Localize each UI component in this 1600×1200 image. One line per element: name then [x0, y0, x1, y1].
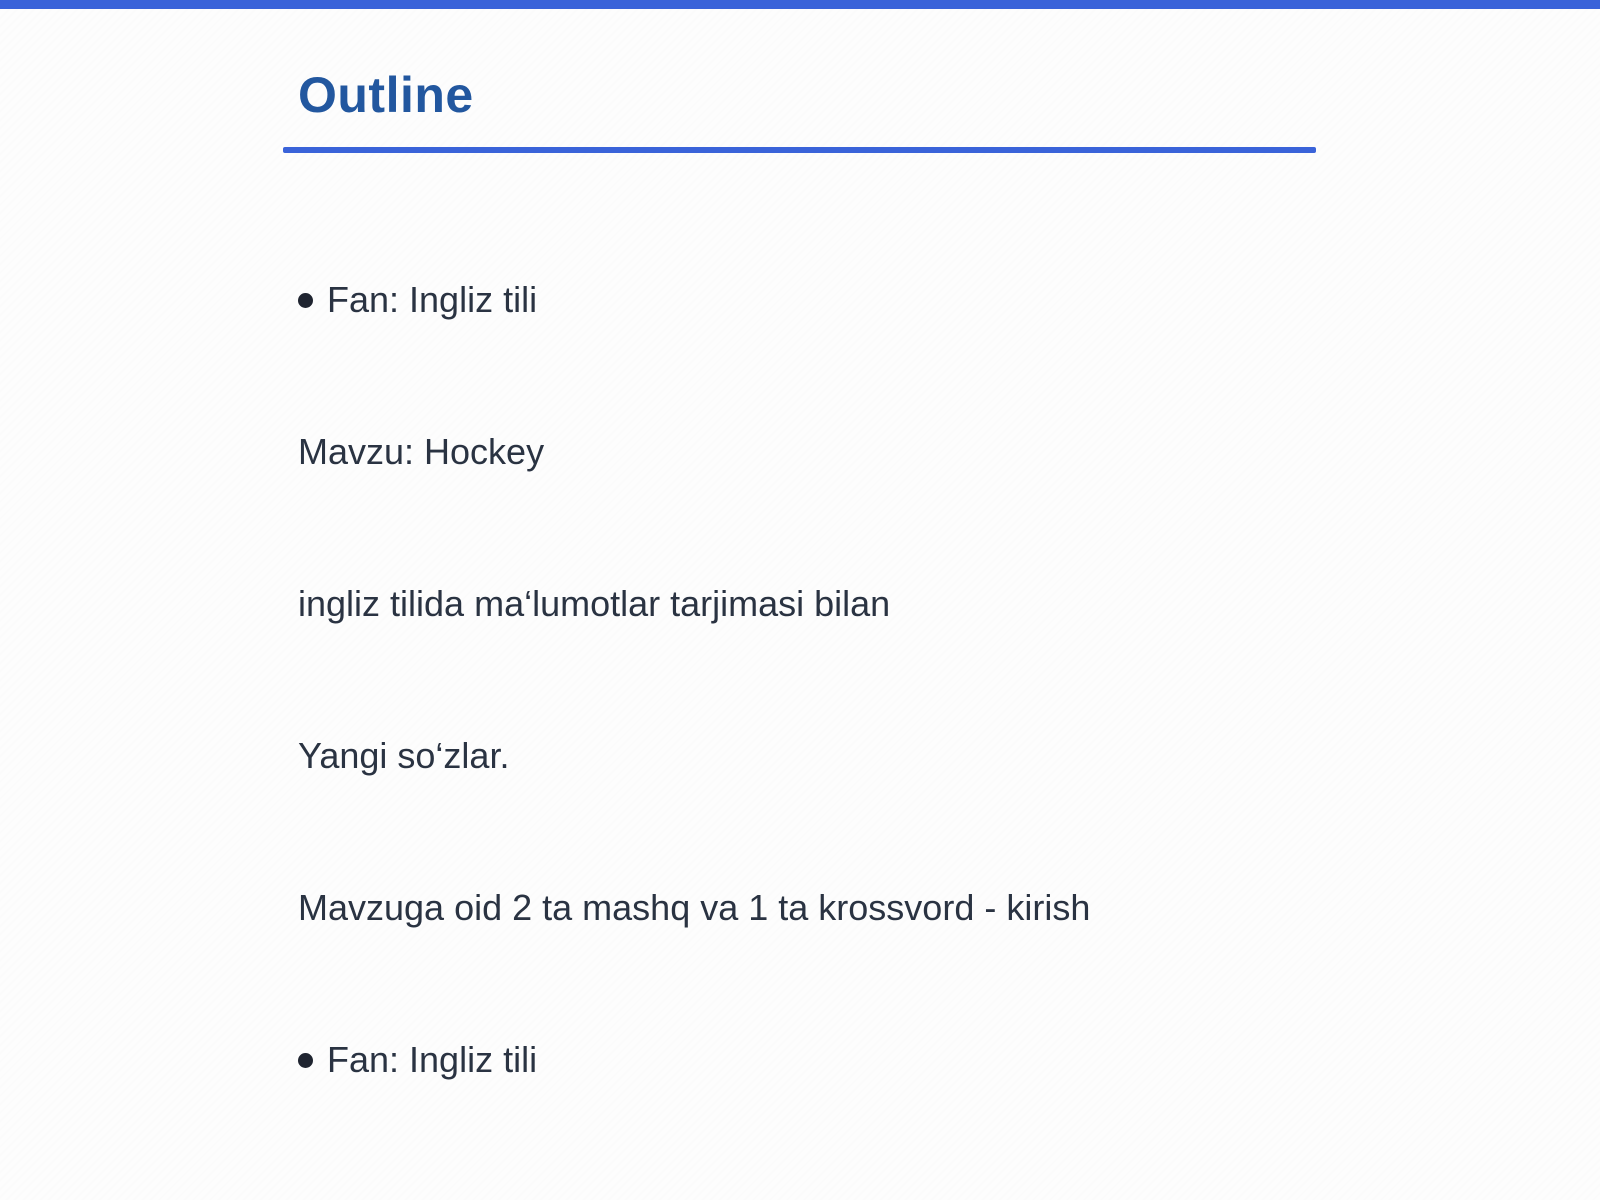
list-item-text: Fan: Ingliz tili: [327, 1039, 538, 1080]
outline-list: [298, 280, 1090, 1192]
list-item-text: Yangi so‘zlar.: [298, 735, 510, 776]
list-item: [298, 280, 1090, 320]
bullet-dot-icon: [298, 1053, 313, 1068]
list-item-text: Mavzu: Hockey: [298, 431, 545, 472]
list-item-text: Fan: Ingliz tili: [327, 279, 538, 320]
list-item: [298, 432, 1090, 472]
top-accent-bar: [0, 0, 1600, 9]
list-item: [298, 1040, 1090, 1080]
list-item: [298, 736, 1090, 776]
list-item-text: ingliz tilida ma‘lumotlar tarjimasi bilan: [298, 583, 891, 624]
title-underline: [283, 147, 1316, 153]
bullet-dot-icon: [298, 293, 313, 308]
list-item: [298, 888, 1090, 928]
list-item-text: Mavzuga oid 2 ta mashq va 1 ta krossvord - kirish: [298, 887, 1091, 928]
page-title: Outline: [298, 67, 474, 123]
list-item: [298, 584, 1090, 624]
